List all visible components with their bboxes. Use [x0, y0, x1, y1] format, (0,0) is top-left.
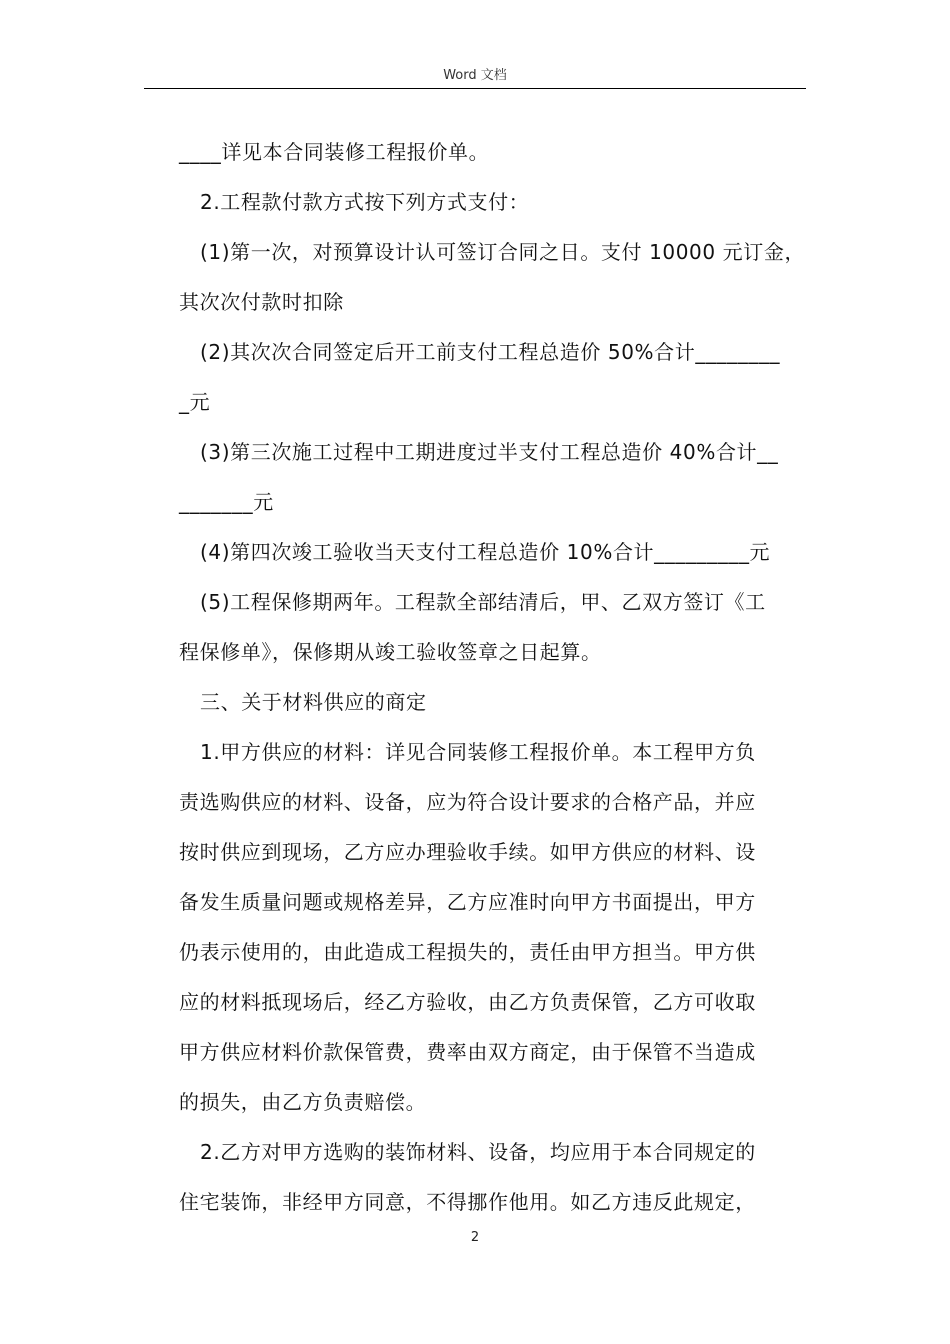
paragraph-line: 的损失，由乙方负责赔偿。: [179, 1090, 427, 1114]
paragraph-line: _______元: [179, 490, 274, 514]
page-number: 2: [470, 1230, 480, 1245]
paragraph-line: (2)其次次合同签定后开工前支付工程总造价 50%合计________: [200, 340, 781, 364]
paragraph-line: (5)工程保修期两年。工程款全部结清后，甲、乙双方签订《工: [200, 590, 766, 614]
paragraph-line: 责选购供应的材料、设备，应为符合设计要求的合格产品，并应: [179, 790, 756, 814]
paragraph-line: 仍表示使用的，由此造成工程损失的，责任由甲方担当。甲方供: [179, 940, 756, 964]
paragraph-line: 甲方供应材料价款保管费，费率由双方商定，由于保管不当造成: [179, 1040, 756, 1064]
paragraph-line: ____详见本合同装修工程报价单。: [179, 140, 490, 164]
paragraph-line: 程保修单》，保修期从竣工验收签章之日起算。: [179, 640, 602, 664]
paragraph-line: 按时供应到现场，乙方应办理验收手续。如甲方供应的材料、设: [179, 840, 756, 864]
paragraph-line: 住宅装饰，非经甲方同意，不得挪作他用。如乙方违反此规定，: [179, 1190, 756, 1214]
paragraph-line: _元: [179, 390, 211, 414]
paragraph-line: 备发生质量问题或规格差异，乙方应准时向甲方书面提出，甲方: [179, 890, 756, 914]
paragraph-line: 1.甲方供应的材料：详见合同装修工程报价单。本工程甲方负: [200, 740, 756, 764]
page-header: Word 文档: [443, 68, 507, 83]
paragraph-line: (4)第四次竣工验收当天支付工程总造价 10%合计_________元: [200, 540, 771, 564]
paragraph-line: (1)第一次，对预算设计认可签订合同之日。支付 10000 元订金，: [200, 240, 806, 264]
paragraph-line: 2.工程款付款方式按下列方式支付：: [200, 190, 530, 214]
section-heading: 三、关于材料供应的商定: [200, 690, 427, 714]
paragraph-line: 应的材料抵现场后，经乙方验收，由乙方负责保管，乙方可收取: [179, 990, 756, 1014]
paragraph-line: 2.乙方对甲方选购的装饰材料、设备，均应用于本合同规定的: [200, 1140, 756, 1164]
paragraph-line: (3)第三次施工过程中工期进度过半支付工程总造价 40%合计__: [200, 440, 779, 464]
paragraph-line: 其次次付款时扣除: [179, 290, 344, 314]
